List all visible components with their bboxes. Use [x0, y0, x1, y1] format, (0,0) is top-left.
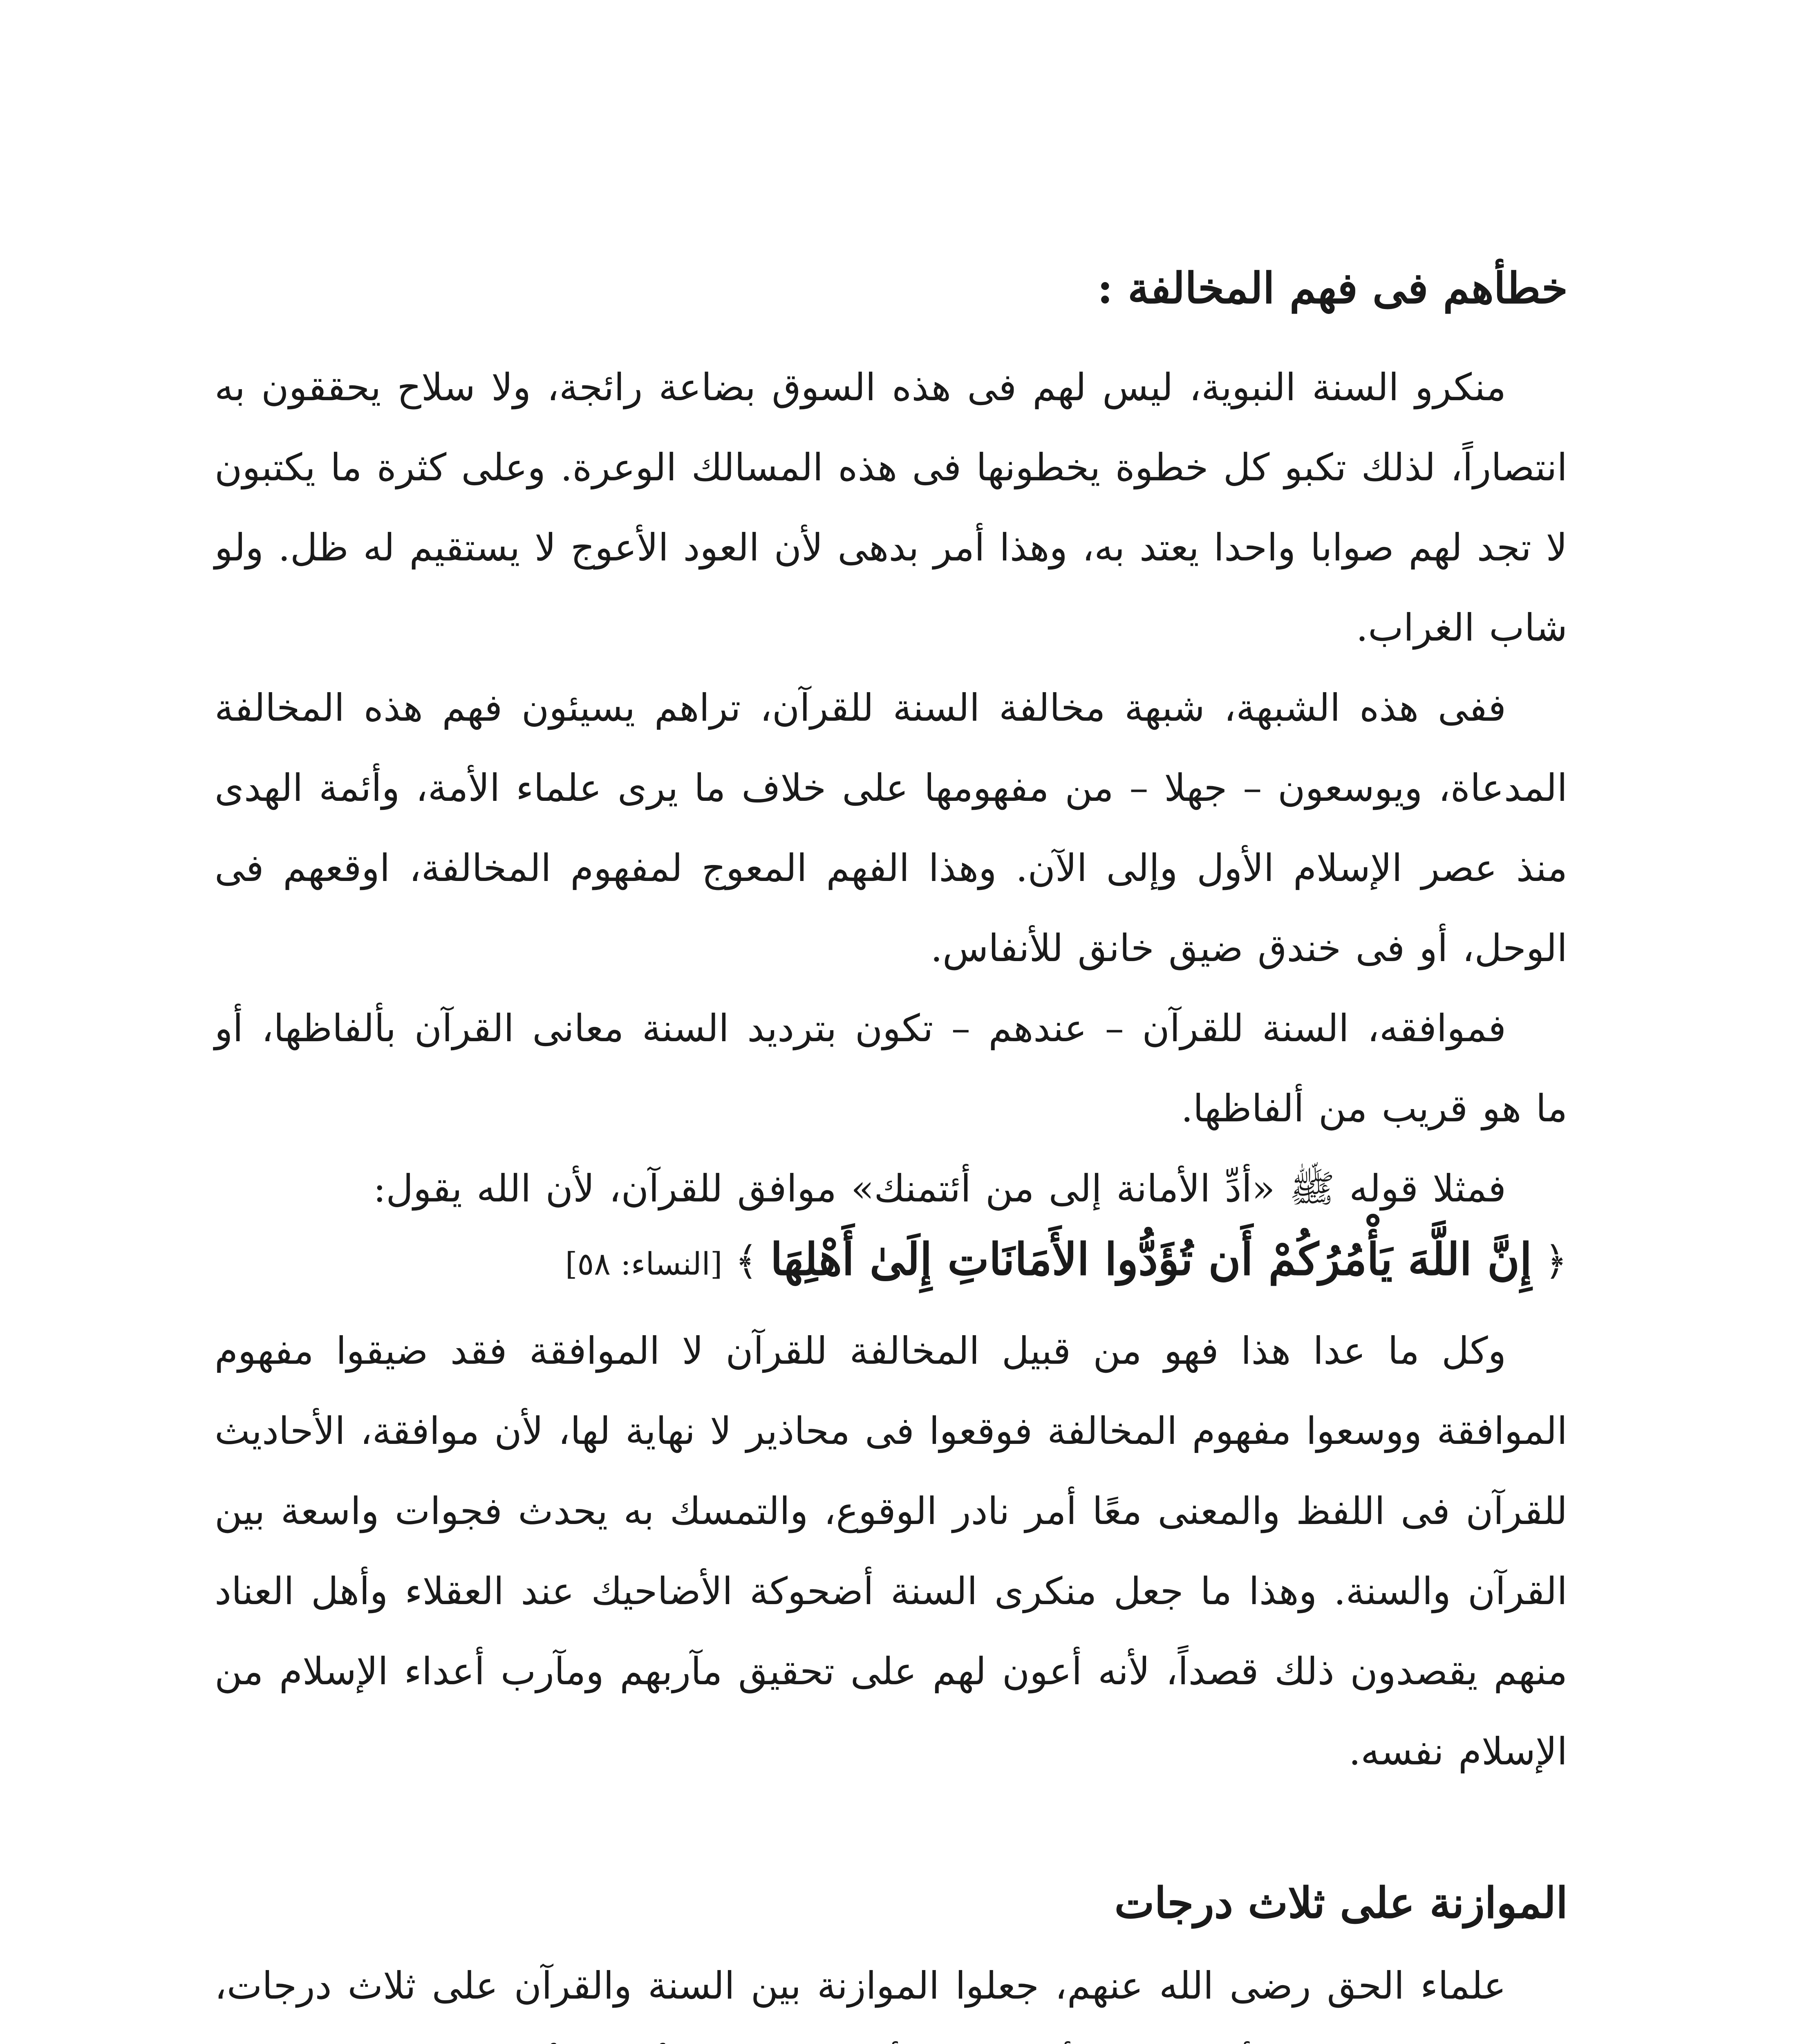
paragraph-2: ففى هذه الشبهة، شبهة مخالفة السنة للقرآن، تراهم يسيئون فهم هذه المخالفة المدعاة، ويوسعون – جهلا – من مفهومها على خلاف ما يرى علماء الأمة، وأئمة الهدى منذ عصر الإسلام الأول وإلى الآن. وهذا الفهم المعوج لمفهوم المخالفة، اوقعهم فى الوحل، أو فى خندق ضيق خانق للأنفاس.	[215, 686, 1567, 970]
paragraph-6: علماء الحق رضى الله عنهم، جعلوا الموازنة بين السنة والقرآن على ثلاث درجات،	[215, 1964, 1506, 2008]
section-heading-misunderstanding: خطأهم فى فهم المخالفة :	[1097, 263, 1568, 313]
verse-close-bracket: ﴾	[734, 1238, 758, 1284]
section-heading-three-degrees: الموازنة على ثلاث درجات	[1114, 1878, 1568, 1928]
paragraph-4: فمثلا قوله ﷺ «أدِّ الأمانة إلى من أئتمنك» موافق للقرآن، لأن الله يقول:	[373, 1167, 1506, 1210]
paragraph-1: منكرو السنة النبوية، ليس لهم فى هذه السوق بضاعة رائجة، ولا سلاح يحققون به انتصاراً، لذلك تكبو كل خطوة يخطونها فى هذه المسالك الوعرة. وعلى كثرة ما يكتبون لا تجد لهم صوابا واحدا يعتد به، وهذا أمر بدهى لأن العود الأعوج لا يستقيم له ظل. ولو شاب الغراب.	[215, 365, 1567, 650]
paragraph-5: وكل ما عدا هذا فهو من قبيل المخالفة للقرآن لا الموافقة فقد ضيقوا مفهوم الموافقة ووسعوا مفهوم المخالفة فوقعوا فى محاذير لا نهاية لها، لأن موافقة، الأحاديث للقرآن فى اللفظ والمعنى معًا أمر نادر الوقوع، والتمسك به يحدث فجوات واسعة بين القرآن والسنة. وهذا ما جعل منكرى السنة أضحوكة الأضاحيك عند العقلاء وأهل العناد منهم يقصدون ذلك قصداً، لأنه أعون لهم على تحقيق مآربهم ومآرب أعداء الإسلام من الإسلام نفسه.	[215, 1329, 1567, 1773]
verse-reference: [النساء: ٥٨]	[565, 1246, 723, 1282]
quran-verse	[215, 1229, 1567, 1295]
section-two-body	[215, 1946, 1567, 2044]
verse-text: إِنَّ اللَّهَ يَأْمُرُكُمْ أَن تُؤَدُّوا الأَمَانَاتِ إِلَىٰ أَهْلِهَا	[770, 1234, 1532, 1285]
section-one-body	[215, 347, 1567, 1792]
paragraph-3: فموافقه، السنة للقرآن – عندهم – تكون بترديد السنة معانى القرآن بألفاظها، أو ما هو قريب من ألفاظها.	[215, 1006, 1567, 1130]
verse-open-bracket: ﴿	[1544, 1238, 1567, 1284]
